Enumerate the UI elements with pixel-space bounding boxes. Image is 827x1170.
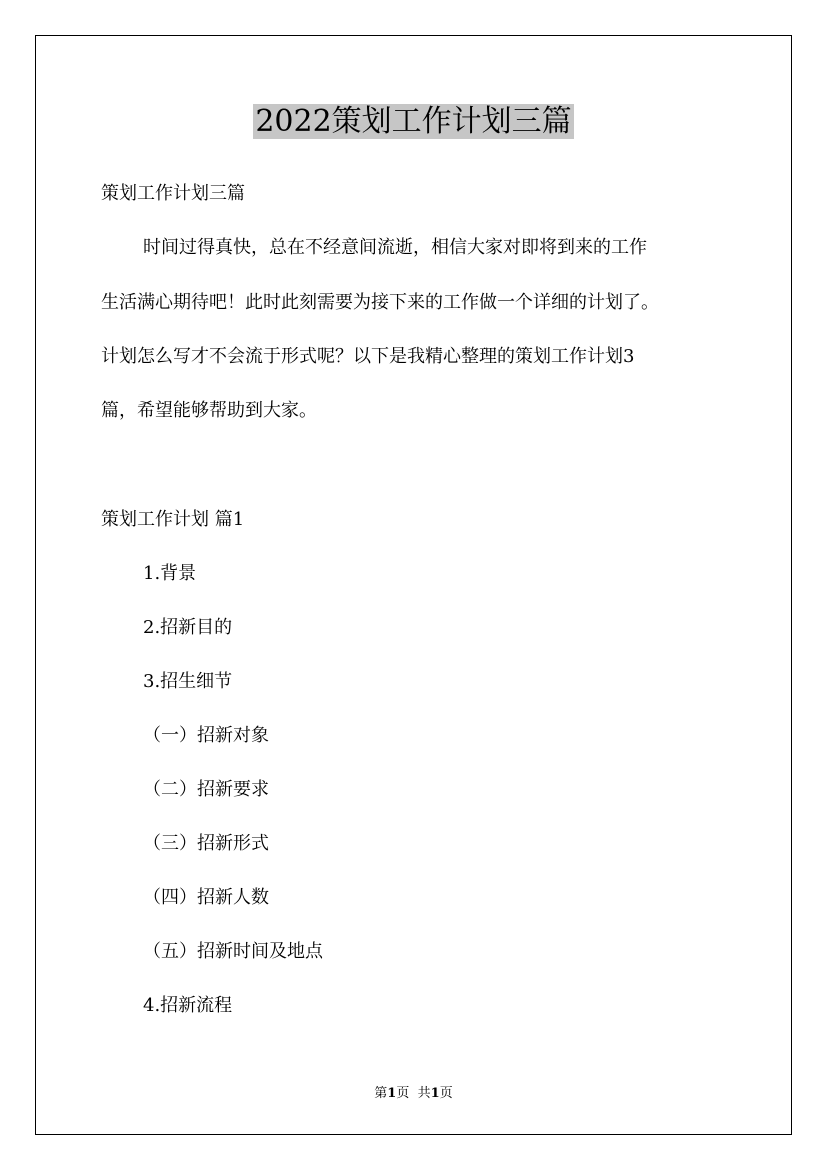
document-title-text: 2022策划工作计划三篇 xyxy=(255,104,572,139)
intro-line-2: 生活满心期待吧！此时此刻需要为接下来的工作做一个详细的计划了。 xyxy=(101,292,659,313)
footer-total-prefix: 共 xyxy=(417,1086,431,1101)
outline-subitem-target: （一）招新对象 xyxy=(143,725,269,746)
intro-line-4: 篇，希望能够帮助到大家。 xyxy=(101,400,317,421)
intro-line-3: 计划怎么写才不会流于形式呢？以下是我精心整理的策划工作计划3 xyxy=(101,346,635,367)
footer-page-prefix: 第 xyxy=(374,1086,388,1101)
outline-item-details: 3.招生细节 xyxy=(143,671,233,692)
outline-item-background: 1.背景 xyxy=(143,563,197,584)
outline-subitem-time-location: （五）招新时间及地点 xyxy=(143,941,323,962)
outline-subitem-headcount: （四）招新人数 xyxy=(143,887,269,908)
outline-item-process: 4.招新流程 xyxy=(143,995,233,1016)
outline-item-purpose: 2.招新目的 xyxy=(143,617,233,638)
footer-total-suffix: 页 xyxy=(439,1086,453,1101)
outline-subitem-format: （三）招新形式 xyxy=(143,833,269,854)
footer-page-suffix: 页 xyxy=(396,1086,410,1101)
outline-subitem-requirements: （二）招新要求 xyxy=(143,779,269,800)
document-subtitle: 策划工作计划三篇 xyxy=(101,183,245,204)
footer-total-number: 1 xyxy=(430,1086,440,1101)
intro-line-1: 时间过得真快，总在不经意间流逝，相信大家对即将到来的工作 xyxy=(143,237,647,258)
document-title xyxy=(0,100,827,144)
footer-page-number: 1 xyxy=(387,1086,397,1101)
section-heading: 策划工作计划 篇1 xyxy=(101,509,245,530)
page-footer xyxy=(0,1085,827,1103)
